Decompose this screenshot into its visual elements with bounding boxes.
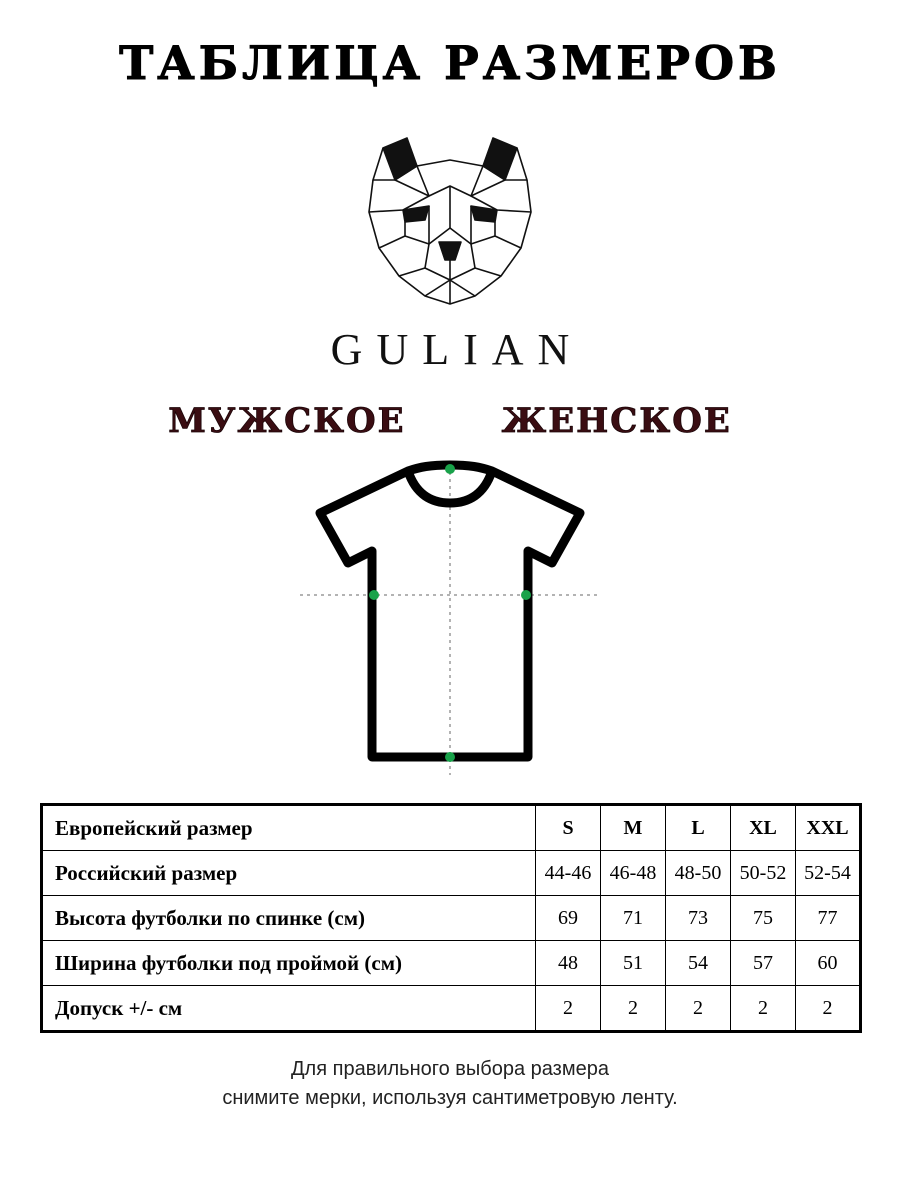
row-label: Европейский размер xyxy=(42,805,536,851)
row-label: Российский размер xyxy=(42,851,536,896)
table-row xyxy=(42,896,861,941)
brand-name: GULIAN xyxy=(330,325,584,374)
page-title-text: ТАБЛИЦА РАЗМЕРОВ xyxy=(119,36,781,90)
gender-label-female: ЖЕНСКОЕ xyxy=(501,401,732,441)
table-cell: 48 xyxy=(536,941,601,986)
table-cell: 2 xyxy=(601,986,666,1032)
note-line-2: снимите мерки, используя сантиметровую ленту. xyxy=(222,1087,678,1109)
size-table xyxy=(40,803,862,1033)
table-row xyxy=(42,851,861,896)
gender-heading-row xyxy=(40,401,860,441)
size-table-wrap xyxy=(40,803,860,1033)
table-cell: 75 xyxy=(731,896,796,941)
table-cell: 60 xyxy=(796,941,861,986)
table-row xyxy=(42,805,861,851)
marker-left xyxy=(369,590,379,600)
marker-bottom xyxy=(445,752,455,762)
table-row xyxy=(42,986,861,1032)
table-cell: 2 xyxy=(536,986,601,1032)
table-cell: 2 xyxy=(796,986,861,1032)
page-title xyxy=(113,36,787,90)
table-cell: 46-48 xyxy=(601,851,666,896)
brand-logo-block xyxy=(317,108,584,375)
table-cell: 69 xyxy=(536,896,601,941)
note-line-1: Для правильного выбора размера xyxy=(291,1058,609,1080)
marker-top xyxy=(445,464,455,474)
marker-right xyxy=(521,590,531,600)
table-cell: XXL xyxy=(796,805,861,851)
gender-label-male: МУЖСКОЕ xyxy=(168,401,406,441)
table-cell: 57 xyxy=(731,941,796,986)
table-cell: 54 xyxy=(666,941,731,986)
table-cell: 73 xyxy=(666,896,731,941)
table-row xyxy=(42,941,861,986)
table-cell: 71 xyxy=(601,896,666,941)
table-cell: 50-52 xyxy=(731,851,796,896)
table-cell: 51 xyxy=(601,941,666,986)
table-cell: 48-50 xyxy=(666,851,731,896)
row-label: Допуск +/- см xyxy=(42,986,536,1032)
table-cell: 44-46 xyxy=(536,851,601,896)
tshirt-measurement-diagram xyxy=(280,455,620,785)
measurement-note xyxy=(222,1055,677,1113)
table-cell: M xyxy=(601,805,666,851)
table-cell: 2 xyxy=(731,986,796,1032)
tiger-head-icon xyxy=(325,108,575,318)
table-cell: XL xyxy=(731,805,796,851)
row-label: Высота футболки по спинке (см) xyxy=(42,896,536,941)
row-label: Ширина футболки под проймой (см) xyxy=(42,941,536,986)
table-cell: 77 xyxy=(796,896,861,941)
table-cell: S xyxy=(536,805,601,851)
table-cell: 2 xyxy=(666,986,731,1032)
table-cell: L xyxy=(666,805,731,851)
table-cell: 52-54 xyxy=(796,851,861,896)
